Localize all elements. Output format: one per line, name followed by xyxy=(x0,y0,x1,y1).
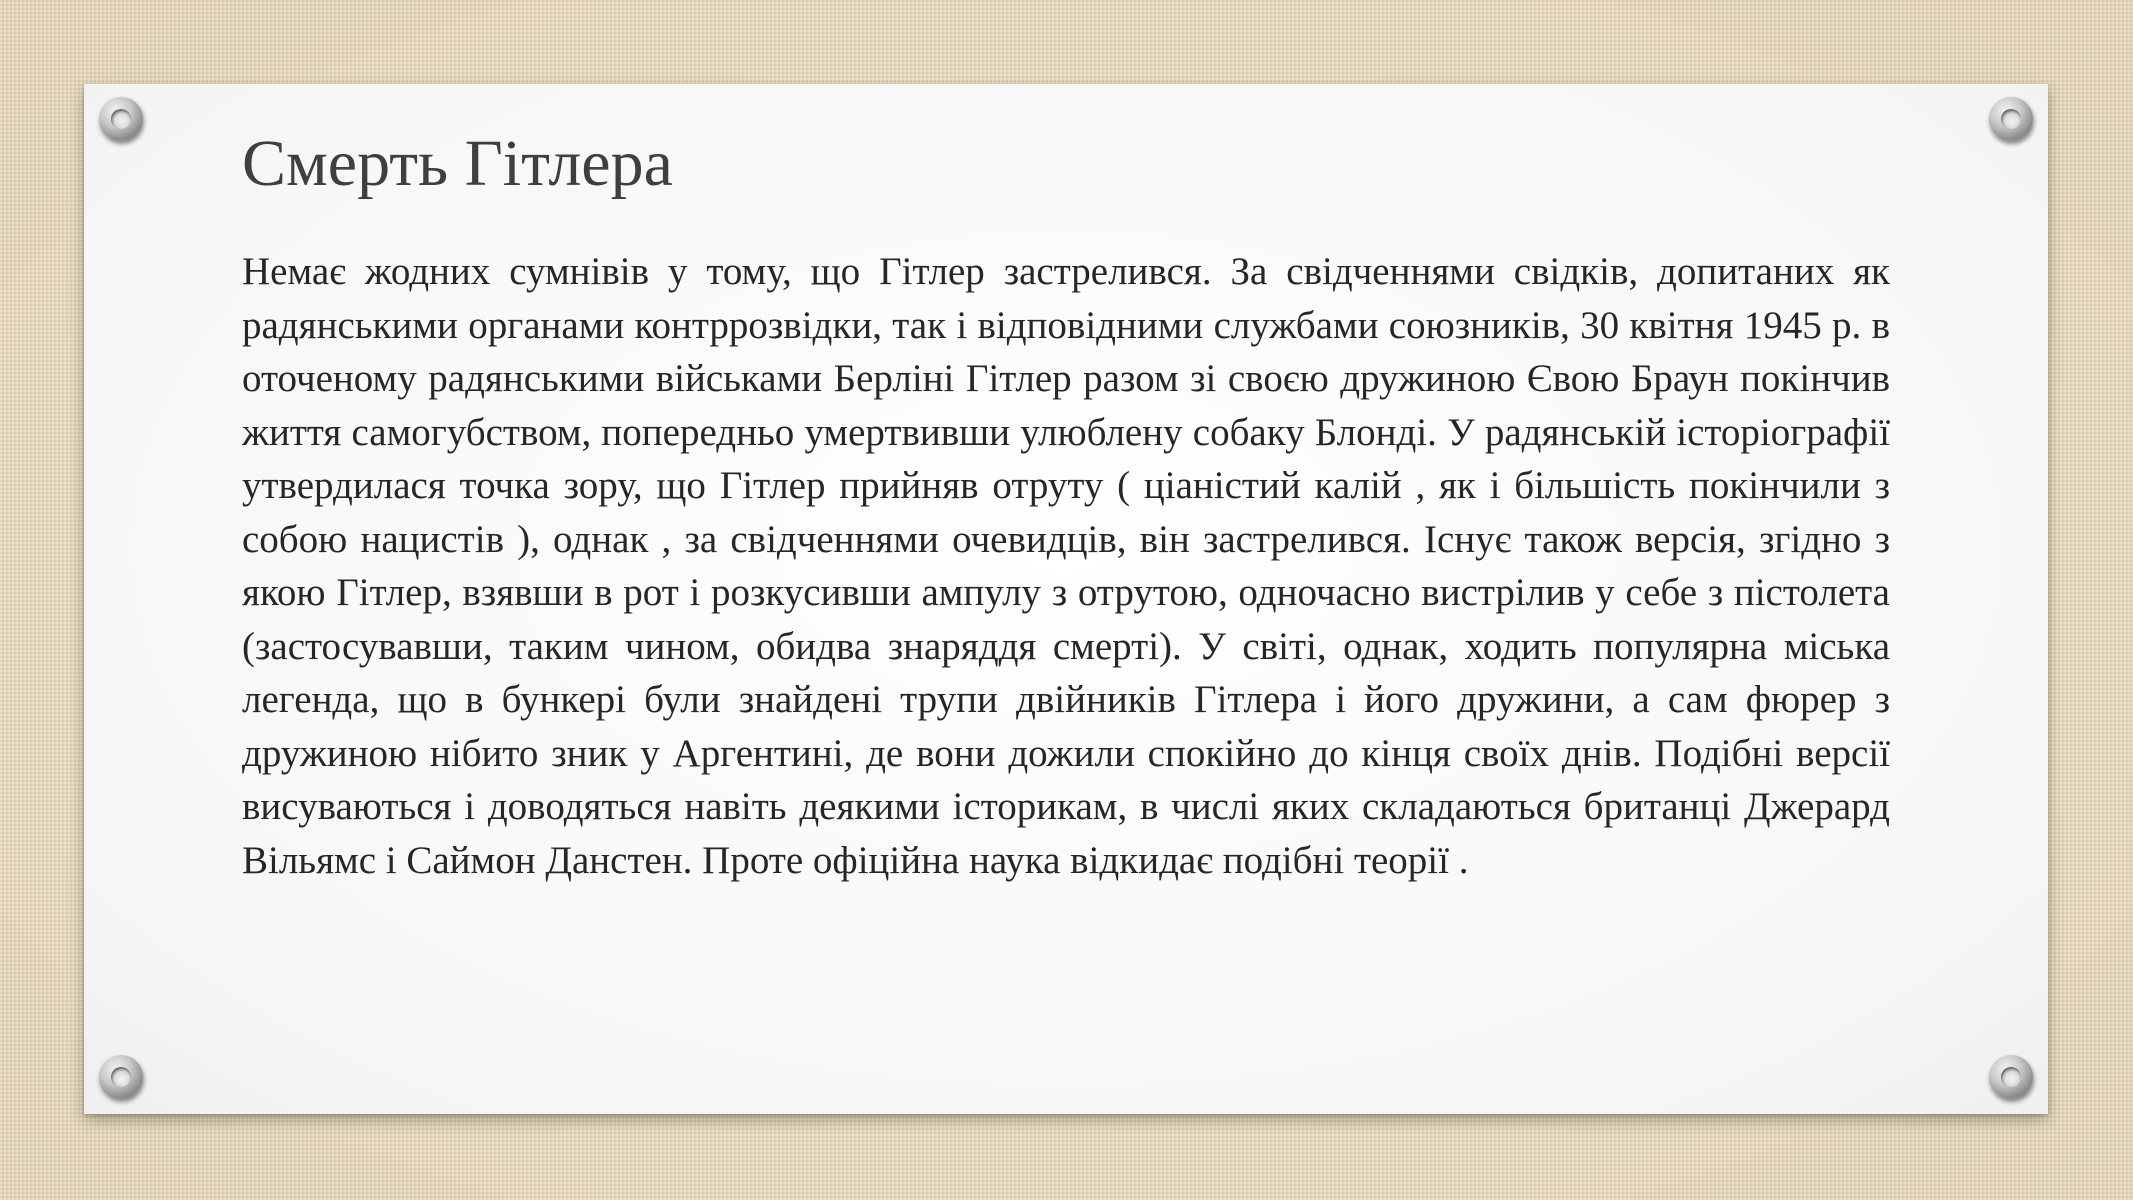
slide-card xyxy=(84,84,2048,1114)
grommet-icon-top-right xyxy=(1989,97,2033,141)
slide-body-text: Немає жодних сумнівів у тому, що Гітлер застрелився. За свідченнями свідків, допитаних як радянськими органами контррозвідки, так і відповідними службами союзників, 30 квітня 1945 р. в оточеному радянськими військами Берліні Гітлер разом зі своєю дружиною Євою Браун покінчив життя самогубством, попередньо умертвивши улюблену собаку Блонді. У радянській історіографії утвердилася точка зору, що Гітлер прийняв отруту ( ціаністий калій , як і більшість покінчили з собою нацистів ), однак , за свідченнями очевидців, він застрелився. Існує також версія, згідно з якою Гітлер, взявши в рот і розкусивши ампулу з отрутою, одночасно вистрілив у себе з пістолета (застосувавши, таким чином, обидва знаряддя смерті). У світі, однак, ходить популярна міська легенда, що в бункері були знайдені трупи двійників Гітлера і його дружини, а сам фюрер з дружиною нібито зник у Аргентині, де вони дожили спокійно до кінця своїх днів. Подібні версії висуваються і доводяться навіть деякими історикам, в числі яких складаються британці Джерард Вільямс і Саймон Данстен. Проте офіційна наука відкидає подібні теорії . xyxy=(242,250,1890,882)
grommet-icon-bottom-left xyxy=(99,1055,143,1099)
grommet-icon-top-left xyxy=(99,97,143,141)
slide-title: Смерть Гітлера xyxy=(242,127,673,200)
grommet-icon-bottom-right xyxy=(1989,1055,2033,1099)
